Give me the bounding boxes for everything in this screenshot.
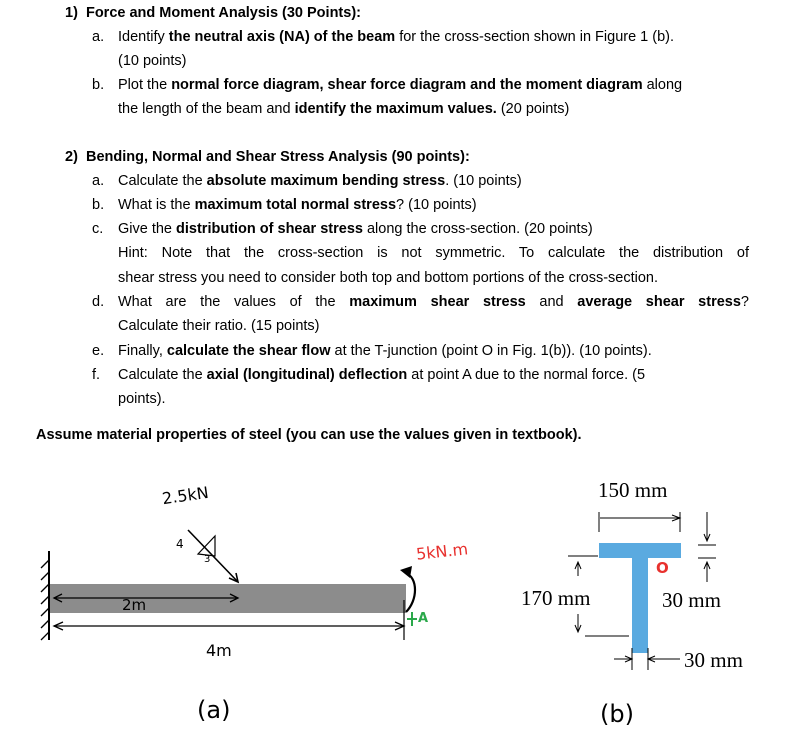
q1-number: 1) bbox=[65, 5, 78, 21]
q1b-t1: Plot the bbox=[118, 77, 172, 93]
q2f-text2: points). bbox=[118, 391, 166, 407]
q2c-hint2: shear stress you need to consider both top and bottom portions of the cross-section. bbox=[118, 270, 659, 286]
q1b-marker: b. bbox=[92, 77, 105, 93]
q2d-marker: d. bbox=[92, 294, 105, 310]
q2f-t2: axial (longitudinal) deflection bbox=[206, 367, 408, 383]
q2e-marker: e. bbox=[92, 343, 105, 359]
dim-flange-label: 30 mm bbox=[662, 588, 721, 612]
t-web bbox=[632, 558, 648, 653]
q2d-t1: What are the values of the bbox=[118, 294, 350, 310]
q2e-t2: calculate the shear flow bbox=[166, 343, 331, 359]
q2b-marker: b. bbox=[92, 197, 105, 213]
q1-title: Force and Moment Analysis (30 Points): bbox=[85, 5, 361, 21]
q2a-marker: a. bbox=[92, 173, 105, 189]
q1b-t4: the length of the beam and bbox=[118, 101, 295, 117]
q2c-t1: Give the bbox=[118, 221, 177, 237]
q2f-t3: at point A due to the normal force. (5 bbox=[407, 367, 646, 383]
dim-150-label: 150 mm bbox=[598, 478, 668, 502]
point-o-label: O bbox=[656, 559, 669, 577]
q2a-t2: absolute maximum bending stress bbox=[206, 173, 446, 189]
len-2m-label: 2m bbox=[122, 596, 147, 614]
caption-b: (b) bbox=[600, 700, 634, 728]
force-label: 2.5kN bbox=[160, 482, 210, 509]
q1b-t2: normal force diagram, shear force diagram and the moment diagram bbox=[171, 77, 643, 93]
q2f-marker: f. bbox=[92, 367, 101, 383]
q2a-t1: Calculate the bbox=[118, 173, 207, 189]
q1a-t2: the neutral axis (NA) of the beam bbox=[168, 29, 396, 45]
q2-title: Bending, Normal and Shear Stress Analysis (90 points): bbox=[85, 149, 470, 165]
q2e-t3: at the T-junction (point O in Fig. 1(b)). (10 points). bbox=[330, 343, 652, 359]
q2b-t1: What is the bbox=[118, 197, 195, 213]
q2c-marker: c. bbox=[92, 221, 104, 237]
q2a-t3: . (10 points) bbox=[445, 173, 522, 189]
t-flange bbox=[599, 543, 681, 558]
point-a-label: A bbox=[418, 611, 429, 626]
slope-run-label: 4 bbox=[176, 537, 184, 551]
q2b-t3: ? (10 points) bbox=[396, 197, 477, 213]
q2c-hint1: Hint: Note that the cross-section is not symmetric. To calculate the distribution of bbox=[118, 245, 749, 261]
q2d-t5: ? bbox=[740, 294, 749, 310]
q1a-t1: Identify bbox=[118, 29, 169, 45]
q2-number: 2) bbox=[65, 149, 78, 165]
q2d-t2: maximum shear stress bbox=[349, 294, 526, 310]
q2d-text2: Calculate their ratio. (15 points) bbox=[118, 318, 320, 334]
q2c-t3: along the cross-section. (20 points) bbox=[362, 221, 593, 237]
len-4m-label: 4m bbox=[206, 641, 232, 660]
q2b-t2: maximum total normal stress bbox=[194, 197, 397, 213]
q1a-points: (10 points) bbox=[118, 53, 187, 69]
dim-170-value: 170 bbox=[521, 586, 553, 610]
q1b-t3: along bbox=[642, 77, 683, 93]
dim-170-unit: mm bbox=[557, 586, 591, 610]
q1a-marker: a. bbox=[92, 29, 105, 45]
dim-170-label bbox=[521, 586, 590, 611]
assume-note: Assume material properties of steel (you can use the values given in textbook). bbox=[36, 427, 582, 443]
q1b-t5: identify the maximum values. bbox=[294, 101, 497, 117]
moment-label: 5kN.m bbox=[415, 539, 469, 564]
q1b-t6: (20 points) bbox=[496, 101, 570, 117]
slope-rise-label: 3 bbox=[204, 554, 211, 565]
caption-a: (a) bbox=[197, 696, 231, 724]
q2d-t4: average shear stress bbox=[577, 294, 741, 310]
dim-web-label: 30 mm bbox=[684, 648, 743, 672]
q1a-t3: for the cross-section shown in Figure 1 (b). bbox=[395, 29, 675, 45]
q2f-t1: Calculate the bbox=[118, 367, 207, 383]
q2c-t2: distribution of shear stress bbox=[176, 221, 363, 237]
q2e-t1: Finally, bbox=[118, 343, 167, 359]
q2d-t3: and bbox=[539, 294, 578, 310]
